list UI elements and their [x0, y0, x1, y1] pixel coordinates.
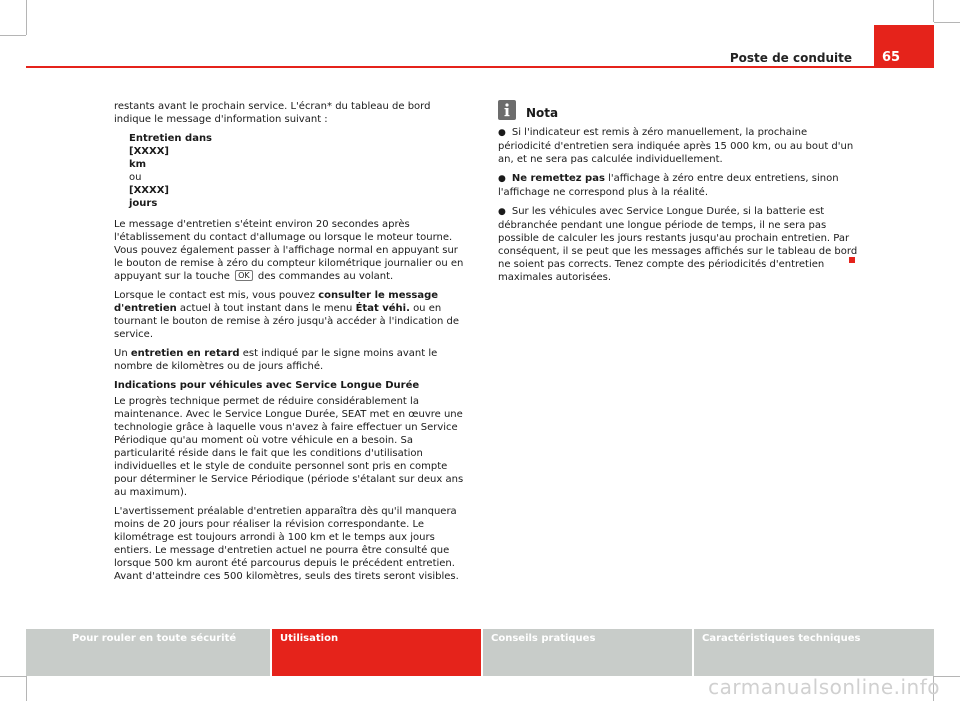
- display-line: km: [129, 159, 147, 170]
- note-box: [498, 100, 858, 290]
- info-i-icon: [498, 100, 516, 120]
- note-header: [498, 100, 858, 120]
- text: Si l'indicateur est remis à zéro manuellement, la prochaine périodicité d'entretien sera indiquée après 15 000 km, ou au bout d'un an, et ne sera pas calculée individuellement.: [498, 127, 854, 165]
- text: Le message d'entretien s'éteint environ 20 secondes après l'établissement du contact d'allumage ou lorsque le moteur tourne. Vous pouvez également passer à l'affichage normal en appuyant sur le bouton de remise à zéro du compteur kilométrique journalier ou en appuyant sur la touche: [114, 219, 464, 282]
- tab-utilisation[interactable]: Utilisation: [272, 629, 481, 676]
- display-line: Entretien dans: [129, 133, 213, 144]
- left-column: [114, 100, 467, 589]
- bold-text: Ne remettez pas: [511, 173, 605, 184]
- note-bullet: [498, 126, 858, 166]
- watermark: carmanualsonline.info: [708, 675, 940, 699]
- crop-mark: [934, 22, 960, 23]
- tab-caracteristiques[interactable]: Caractéristiques techniques: [694, 629, 934, 676]
- text: Un: [114, 348, 128, 359]
- text: ou en tournant le bouton de remise à zéro jusqu'à accéder à l'indication de service.: [114, 303, 460, 340]
- chapter-nav: [26, 629, 934, 676]
- bullet-dot-icon: ●: [498, 174, 506, 184]
- paragraph: [114, 218, 467, 283]
- text: est indiqué par le signe moins avant le nombre de kilomètres ou de jours affiché.: [114, 348, 438, 372]
- bold-text: entretien en retard: [130, 348, 240, 359]
- info-i-icon: [503, 103, 511, 117]
- paragraph: L'avertissement préalable d'entretien apparaîtra dès qu'il manquera moins de 20 jours pour réaliser la révision correspondante. Le kilométrage est toujours arrondi à 100 km et le temps aux jours entiers. Le message d'entretien actuel ne pourra être consulté que lorsque 500 km auront été parcourus depuis le précédent entretien. Avant d'atteindre ces 500 kilomètres, seuls des tirets seront visibles.: [114, 506, 459, 582]
- text: actuel à tout instant dans le menu: [179, 303, 353, 314]
- end-of-section-icon: [849, 257, 855, 263]
- bullet-dot-icon: ●: [498, 207, 506, 217]
- note-bullet: [498, 205, 858, 284]
- tab-conseils-pratiques[interactable]: Conseils pratiques: [483, 629, 692, 676]
- ok-key-icon: OK: [235, 270, 253, 281]
- bold-text: consulter le message d'entretien: [114, 290, 439, 314]
- section-title: Poste de conduite: [729, 51, 852, 65]
- crop-mark: [933, 0, 934, 22]
- crop-mark: [0, 676, 26, 677]
- subheading: Indications pour véhicules avec Service Longue Durée: [114, 380, 420, 391]
- display-line: jours: [129, 198, 158, 209]
- display-line: [XXXX]: [129, 146, 169, 157]
- crop-mark: [26, 676, 27, 701]
- display-line: ou: [129, 172, 142, 183]
- bold-text: État véhi.: [355, 303, 410, 314]
- text: l'affichage à zéro entre deux entretiens, sinon l'affichage ne correspond plus à la réalité.: [498, 173, 839, 198]
- text: Lorsque le contact est mis, vous pouvez: [114, 290, 315, 301]
- display-message-block: [129, 132, 467, 210]
- crop-mark: [0, 35, 26, 36]
- note-bullet: [498, 172, 858, 199]
- note-title: Nota: [526, 106, 559, 120]
- display-line: [XXXX]: [129, 185, 169, 196]
- text: des commandes au volant.: [257, 271, 394, 282]
- page-number: 65: [874, 25, 934, 66]
- bullet-dot-icon: ●: [498, 128, 506, 138]
- text: Sur les véhicules avec Service Longue Durée, si la batterie est débranchée pendant une longue période de temps, il ne sera pas possible de calculer les jours restants jusqu'au prochain entretien. Par conséquent, il se peut que les messages affichés sur le tableau de bord ne soient pas corrects. Tenez compte des périodicités d'entretien maximales autorisées.: [498, 206, 858, 283]
- header-rule: [26, 66, 934, 68]
- paragraph: Le progrès technique permet de réduire considérablement la maintenance. Avec le Service Longue Durée, SEAT met en œuvre une technologie grâce à laquelle vous n'avez à faire effectuer un Service Périodique qu'au moment où votre véhicule en a besoin. Sa particularité réside dans le fait que les conditions d'utilisation individuelles et le style de conduite personnel sont pris en compte pour déterminer le Service Périodique (période s'étalant sur deux ans au maximum).: [114, 396, 464, 498]
- paragraph: [114, 289, 467, 341]
- paragraph: restants avant le prochain service. L'écran* du tableau de bord indique le message d'information suivant :: [114, 101, 431, 125]
- paragraph: [114, 347, 467, 373]
- crop-mark: [26, 0, 27, 35]
- tab-pour-rouler[interactable]: Pour rouler en toute sécurité: [26, 629, 270, 676]
